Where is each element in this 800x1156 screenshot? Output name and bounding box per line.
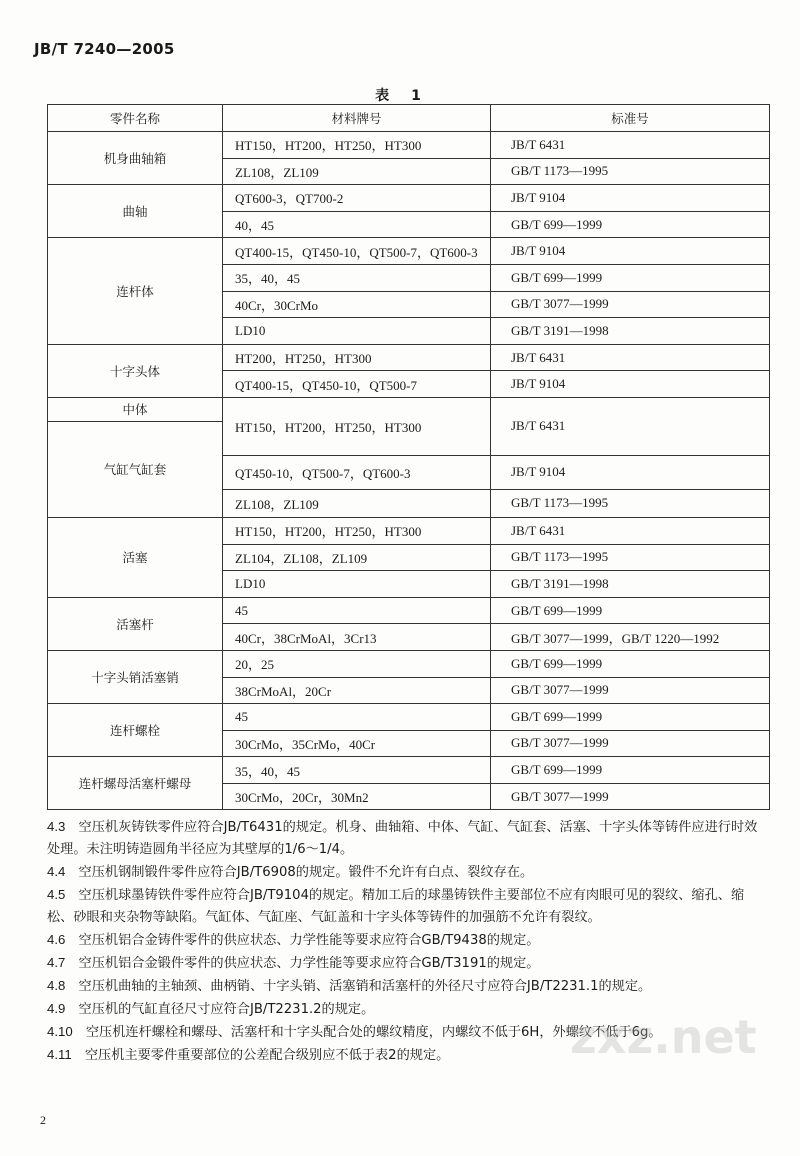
material-cell: ZL108，ZL109 (223, 489, 491, 517)
clause-number: 4.5 (47, 887, 66, 902)
material-cell: QT400-15，QT450-10，QT500-7 (223, 371, 491, 398)
table-row (48, 132, 770, 159)
part-name-cell: 中体 (48, 397, 223, 421)
standard-cell: JB/T 6431 (491, 344, 770, 371)
table-row (48, 517, 770, 544)
table-row (48, 650, 770, 677)
material-cell: 40Cr，30CrMo (223, 291, 491, 318)
material-cell: HT200，HT250，HT300 (223, 344, 491, 371)
material-cell: HT150，HT200，HT250，HT300 (223, 397, 491, 455)
standard-cell: JB/T 9104 (491, 185, 770, 212)
clause-paragraph (47, 816, 769, 861)
clause-number: 4.10 (47, 1024, 73, 1039)
table-row (48, 238, 770, 265)
material-cell: LD10 (223, 318, 491, 345)
standard-cell: GB/T 3191—1998 (491, 318, 770, 345)
table-row (48, 757, 770, 784)
table-row (48, 597, 770, 624)
standard-cell: GB/T 1173—1995 (491, 489, 770, 517)
table-row (48, 397, 770, 421)
standard-cell: GB/T 3077—1999 (491, 291, 770, 318)
part-name-cell: 活塞杆 (48, 597, 223, 650)
material-cell: 35，40，45 (223, 264, 491, 291)
clause-text: 空压机钢制锻件零件应符合JB/T6908的规定。锻件不允许有白点、裂纹存在。 (78, 865, 534, 880)
clause-paragraph (47, 884, 769, 929)
clause-number: 4.11 (47, 1047, 72, 1062)
clause-number: 4.9 (47, 1001, 66, 1016)
clause-text: 空压机球墨铸铁件零件应符合JB/T9104的规定。精加工后的球墨铸铁件主要部位不应有肉眼可见的裂纹、缩孔、缩松、砂眼和夹杂物等缺陷。气缸体、气缸座、气缸盖和十字头体等铸件的加强筋不允许有裂纹。 (47, 888, 745, 925)
part-name-cell: 十字头体 (48, 344, 223, 397)
standard-cell: GB/T 3077—1999 (491, 730, 770, 757)
standard-cell: JB/T 6431 (491, 397, 770, 455)
material-cell: 30CrMo，35CrMo，40Cr (223, 730, 491, 757)
standard-cell: GB/T 699—1999 (491, 704, 770, 731)
part-name-cell: 连杆体 (48, 238, 223, 344)
part-name-cell: 曲轴 (48, 185, 223, 238)
standard-cell: JB/T 6431 (491, 517, 770, 544)
material-cell: HT150，HT200，HT250，HT300 (223, 517, 491, 544)
standard-cell: GB/T 3191—1998 (491, 571, 770, 598)
part-name-cell: 十字头销活塞销 (48, 650, 223, 703)
standard-cell: GB/T 699—1999 (491, 757, 770, 784)
clause-text: 空压机连杆螺栓和螺母、活塞杆和十字头配合处的螺纹精度，内螺纹不低于6H，外螺纹不低于6g。 (85, 1025, 662, 1040)
watermark: zxz.net (570, 1010, 757, 1064)
material-cell: QT600-3，QT700-2 (223, 185, 491, 212)
clause-paragraph (47, 929, 769, 952)
standard-code-header: JB/T 7240—2005 (34, 40, 175, 58)
material-cell: QT450-10，QT500-7，QT600-3 (223, 455, 491, 489)
clause-number: 4.3 (47, 819, 66, 834)
table-header-row (48, 105, 770, 132)
column-header-material: 材料牌号 (223, 105, 491, 132)
material-cell: ZL104，ZL108，ZL109 (223, 544, 491, 571)
standard-cell: JB/T 9104 (491, 371, 770, 398)
materials-table (47, 104, 770, 810)
material-cell: 30CrMo，20Cr，30Mn2 (223, 783, 491, 810)
standard-cell: JB/T 9104 (491, 238, 770, 265)
standard-cell: GB/T 699—1999 (491, 597, 770, 624)
table-row (48, 344, 770, 371)
material-cell: 40Cr，38CrMoAl，3Cr13 (223, 624, 491, 651)
standard-cell: GB/T 3077—1999，GB/T 1220—1992 (491, 624, 770, 651)
material-cell: HT150，HT200，HT250，HT300 (223, 132, 491, 159)
material-cell: QT400-15，QT450-10，QT500-7，QT600-3 (223, 238, 491, 265)
part-name-cell: 气缸气缸套 (48, 421, 223, 517)
material-cell: ZL108，ZL109 (223, 158, 491, 185)
standard-cell: JB/T 9104 (491, 455, 770, 489)
material-cell: 45 (223, 704, 491, 731)
clause-text: 空压机铝合金锻件零件的供应状态、力学性能等要求应符合GB/T3191的规定。 (78, 956, 540, 971)
clause-text: 空压机主要零件重要部位的公差配合级别应不低于表2的规定。 (84, 1048, 450, 1063)
clause-text: 空压机曲轴的主轴颈、曲柄销、十字头销、活塞销和活塞杆的外径尺寸应符合JB/T2231.1的规定。 (78, 979, 652, 994)
standard-cell: GB/T 699—1999 (491, 650, 770, 677)
clause-paragraph (47, 861, 769, 884)
standard-cell: JB/T 6431 (491, 132, 770, 159)
standard-cell: GB/T 1173—1995 (491, 544, 770, 571)
material-cell: 20，25 (223, 650, 491, 677)
standard-cell: GB/T 3077—1999 (491, 677, 770, 704)
material-cell: 40，45 (223, 211, 491, 238)
clause-number: 4.6 (47, 932, 66, 947)
clause-text: 空压机的气缸直径尺寸应符合JB/T2231.2的规定。 (78, 1002, 375, 1017)
clause-text: 空压机灰铸铁零件应符合JB/T6431的规定。机身、曲轴箱、中体、气缸、气缸套、活塞、十字头体等铸件应进行时效处理。未注明铸造圆角半径应为其壁厚的1/6～1/4。 (47, 820, 758, 857)
table-row (48, 185, 770, 212)
material-cell: LD10 (223, 571, 491, 598)
material-cell: 38CrMoAl，20Cr (223, 677, 491, 704)
part-name-cell: 连杆螺母活塞杆螺母 (48, 757, 223, 810)
standard-cell: GB/T 1173—1995 (491, 158, 770, 185)
page-number: 2 (40, 1113, 46, 1127)
column-header-standard: 标准号 (491, 105, 770, 132)
clause-paragraph (47, 975, 769, 998)
clause-number: 4.8 (47, 978, 66, 993)
table-title: 表 1 (375, 88, 425, 104)
column-header-part: 零件名称 (48, 105, 223, 132)
clause-paragraph (47, 952, 769, 975)
clause-text: 空压机铝合金铸件零件的供应状态、力学性能等要求应符合GB/T9438的规定。 (78, 933, 540, 948)
material-cell: 45 (223, 597, 491, 624)
standard-cell: GB/T 3077—1999 (491, 783, 770, 810)
standard-cell: GB/T 699—1999 (491, 264, 770, 291)
clause-number: 4.4 (47, 864, 66, 879)
table-row (48, 704, 770, 731)
clause-number: 4.7 (47, 955, 66, 970)
part-name-cell: 连杆螺栓 (48, 704, 223, 757)
standard-cell: GB/T 699—1999 (491, 211, 770, 238)
part-name-cell: 活塞 (48, 517, 223, 597)
part-name-cell: 机身曲轴箱 (48, 132, 223, 185)
material-cell: 35，40，45 (223, 757, 491, 784)
